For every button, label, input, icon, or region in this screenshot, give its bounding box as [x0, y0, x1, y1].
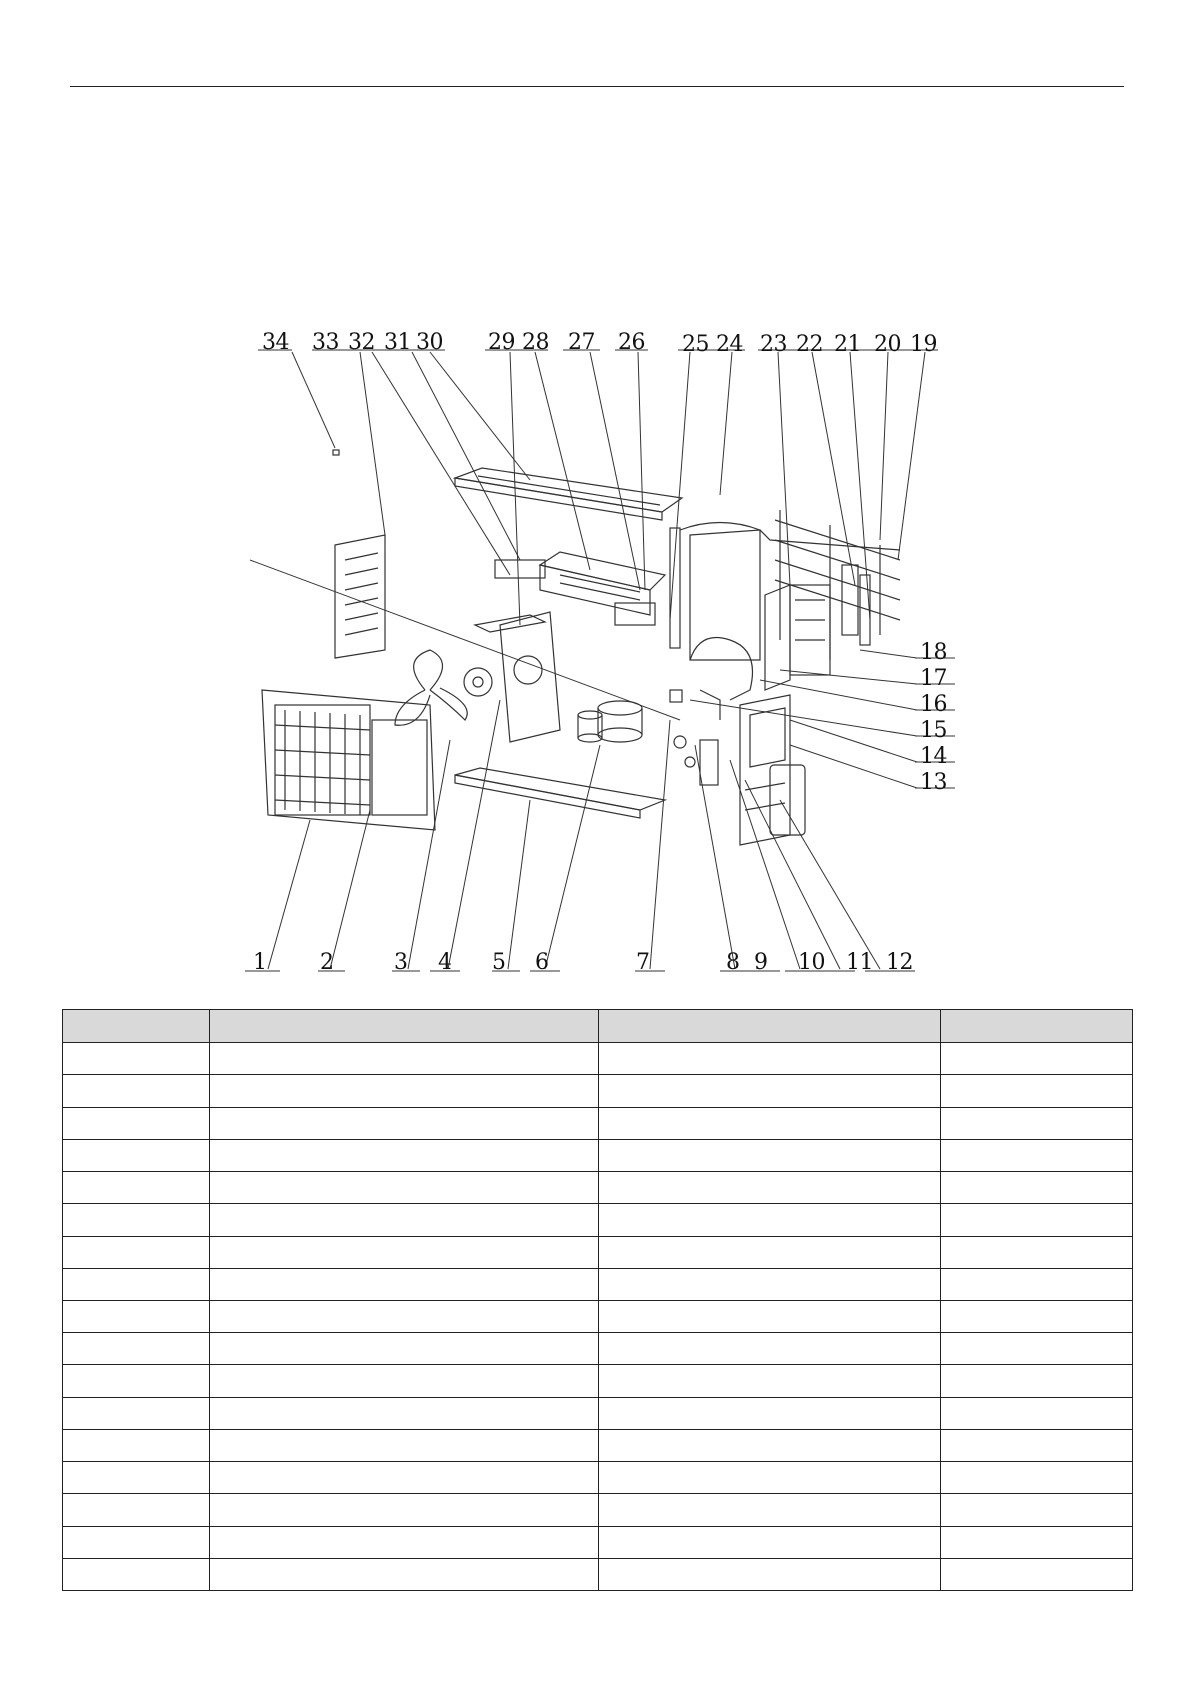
table-cell	[599, 1268, 941, 1300]
table-row	[63, 1558, 1133, 1590]
partition-part	[475, 612, 560, 742]
table-cell	[63, 1043, 210, 1075]
table-cell	[210, 1139, 599, 1171]
callout-27: 27	[568, 330, 595, 355]
callout-30: 30	[416, 330, 443, 355]
callout-4: 4	[438, 950, 452, 975]
table-cell	[599, 1494, 941, 1526]
table-cell	[599, 1365, 941, 1397]
callout-25: 25	[682, 332, 709, 357]
callout-29: 29	[488, 330, 515, 355]
table-cell	[63, 1397, 210, 1429]
callout-13: 13	[920, 770, 947, 795]
table-header-row	[63, 1010, 1133, 1043]
table-cell	[599, 1526, 941, 1558]
table-cell	[599, 1172, 941, 1204]
table-cell	[210, 1043, 599, 1075]
table-row	[63, 1494, 1133, 1526]
table-row	[63, 1075, 1133, 1107]
callout-19: 19	[910, 332, 937, 357]
callout-31: 31	[384, 330, 411, 355]
table-row	[63, 1429, 1133, 1461]
table-cell	[941, 1268, 1133, 1300]
table-cell	[63, 1172, 210, 1204]
table-cell	[941, 1494, 1133, 1526]
callout-11: 11	[846, 950, 873, 975]
table-cell	[63, 1139, 210, 1171]
table-cell	[599, 1075, 941, 1107]
table-cell	[210, 1172, 599, 1204]
table-cell	[599, 1139, 941, 1171]
table-cell	[210, 1397, 599, 1429]
table-cell	[210, 1558, 599, 1590]
table-cell	[941, 1526, 1133, 1558]
table-cell	[210, 1429, 599, 1461]
table-row	[63, 1139, 1133, 1171]
callout-6: 6	[535, 950, 549, 975]
callout-9: 9	[754, 950, 768, 975]
table-cell	[941, 1333, 1133, 1365]
table-cell	[599, 1043, 941, 1075]
table-cell	[941, 1075, 1133, 1107]
table-row	[63, 1397, 1133, 1429]
table-row	[63, 1268, 1133, 1300]
table-cell	[210, 1300, 599, 1332]
table-row	[63, 1107, 1133, 1139]
table-row	[63, 1526, 1133, 1558]
table-cell	[599, 1236, 941, 1268]
callout-22: 22	[796, 332, 823, 357]
callout-33: 33	[312, 330, 339, 355]
table-cell	[599, 1333, 941, 1365]
table-cell	[599, 1429, 941, 1461]
table-cell	[63, 1236, 210, 1268]
callout-12: 12	[886, 950, 913, 975]
table-cell	[599, 1107, 941, 1139]
table-cell	[210, 1494, 599, 1526]
callout-18: 18	[920, 640, 947, 665]
fan-part	[395, 650, 492, 725]
base-pan-part	[455, 768, 665, 818]
table-cell	[941, 1397, 1133, 1429]
callout-14: 14	[920, 744, 947, 769]
callout-5: 5	[492, 950, 506, 975]
front-panel-part	[262, 690, 435, 830]
callout-3: 3	[394, 950, 408, 975]
table-row	[63, 1462, 1133, 1494]
table-cell	[599, 1462, 941, 1494]
leader-lines	[250, 352, 925, 969]
table-cell	[63, 1526, 210, 1558]
table-cell	[941, 1236, 1133, 1268]
table-cell	[63, 1204, 210, 1236]
table-cell	[941, 1107, 1133, 1139]
callout-16: 16	[920, 692, 947, 717]
table-cell	[63, 1300, 210, 1332]
table-cell	[210, 1236, 599, 1268]
callout-24: 24	[716, 332, 743, 357]
callout-8: 8	[726, 950, 740, 975]
header-cell	[63, 1010, 210, 1043]
table-row	[63, 1172, 1133, 1204]
table-cell	[63, 1333, 210, 1365]
table-row	[63, 1365, 1133, 1397]
table-row	[63, 1204, 1133, 1236]
table-cell	[941, 1172, 1133, 1204]
header-cell	[210, 1010, 599, 1043]
table-cell	[941, 1204, 1133, 1236]
table-cell	[210, 1204, 599, 1236]
callout-32: 32	[348, 330, 375, 355]
callout-26: 26	[618, 330, 645, 355]
table-cell	[63, 1365, 210, 1397]
parts-table	[62, 1009, 1133, 1591]
right-side-panel-part	[740, 695, 805, 845]
callout-7: 7	[636, 950, 650, 975]
table-cell	[63, 1268, 210, 1300]
table-cell	[599, 1204, 941, 1236]
valve-part	[674, 736, 718, 785]
table-cell	[210, 1462, 599, 1494]
table-cell	[210, 1333, 599, 1365]
callout-21: 21	[834, 332, 861, 357]
table-cell	[599, 1300, 941, 1332]
callout-20: 20	[874, 332, 901, 357]
callout-28: 28	[522, 330, 549, 355]
compressor-part	[578, 701, 642, 742]
callout-1: 1	[253, 950, 267, 975]
table-cell	[63, 1107, 210, 1139]
callout-15: 15	[920, 718, 947, 743]
header-cell	[599, 1010, 941, 1043]
callout-underlines	[245, 350, 955, 971]
table-row	[63, 1236, 1133, 1268]
top-cover-part	[455, 468, 682, 520]
table-row	[63, 1043, 1133, 1075]
table-cell	[210, 1526, 599, 1558]
table-cell	[210, 1365, 599, 1397]
callout-23: 23	[760, 332, 787, 357]
callout-34: 34	[262, 330, 289, 355]
table-cell	[941, 1462, 1133, 1494]
table-cell	[63, 1558, 210, 1590]
table-cell	[941, 1043, 1133, 1075]
table-cell	[210, 1075, 599, 1107]
table-cell	[210, 1107, 599, 1139]
table-cell	[941, 1558, 1133, 1590]
left-grille-part	[335, 535, 385, 658]
table-cell	[63, 1075, 210, 1107]
table-row	[63, 1300, 1133, 1332]
table-row	[63, 1333, 1133, 1365]
table-cell	[599, 1397, 941, 1429]
callout-2: 2	[320, 950, 334, 975]
table-cell	[941, 1365, 1133, 1397]
screw-part	[333, 450, 339, 455]
table-cell	[941, 1300, 1133, 1332]
table-cell	[941, 1429, 1133, 1461]
table-cell	[63, 1429, 210, 1461]
table-cell	[599, 1558, 941, 1590]
callout-17: 17	[920, 666, 947, 691]
header-cell	[941, 1010, 1133, 1043]
table-cell	[63, 1462, 210, 1494]
callout-10: 10	[798, 950, 825, 975]
table-cell	[63, 1494, 210, 1526]
table-cell	[210, 1268, 599, 1300]
table-cell	[941, 1139, 1133, 1171]
